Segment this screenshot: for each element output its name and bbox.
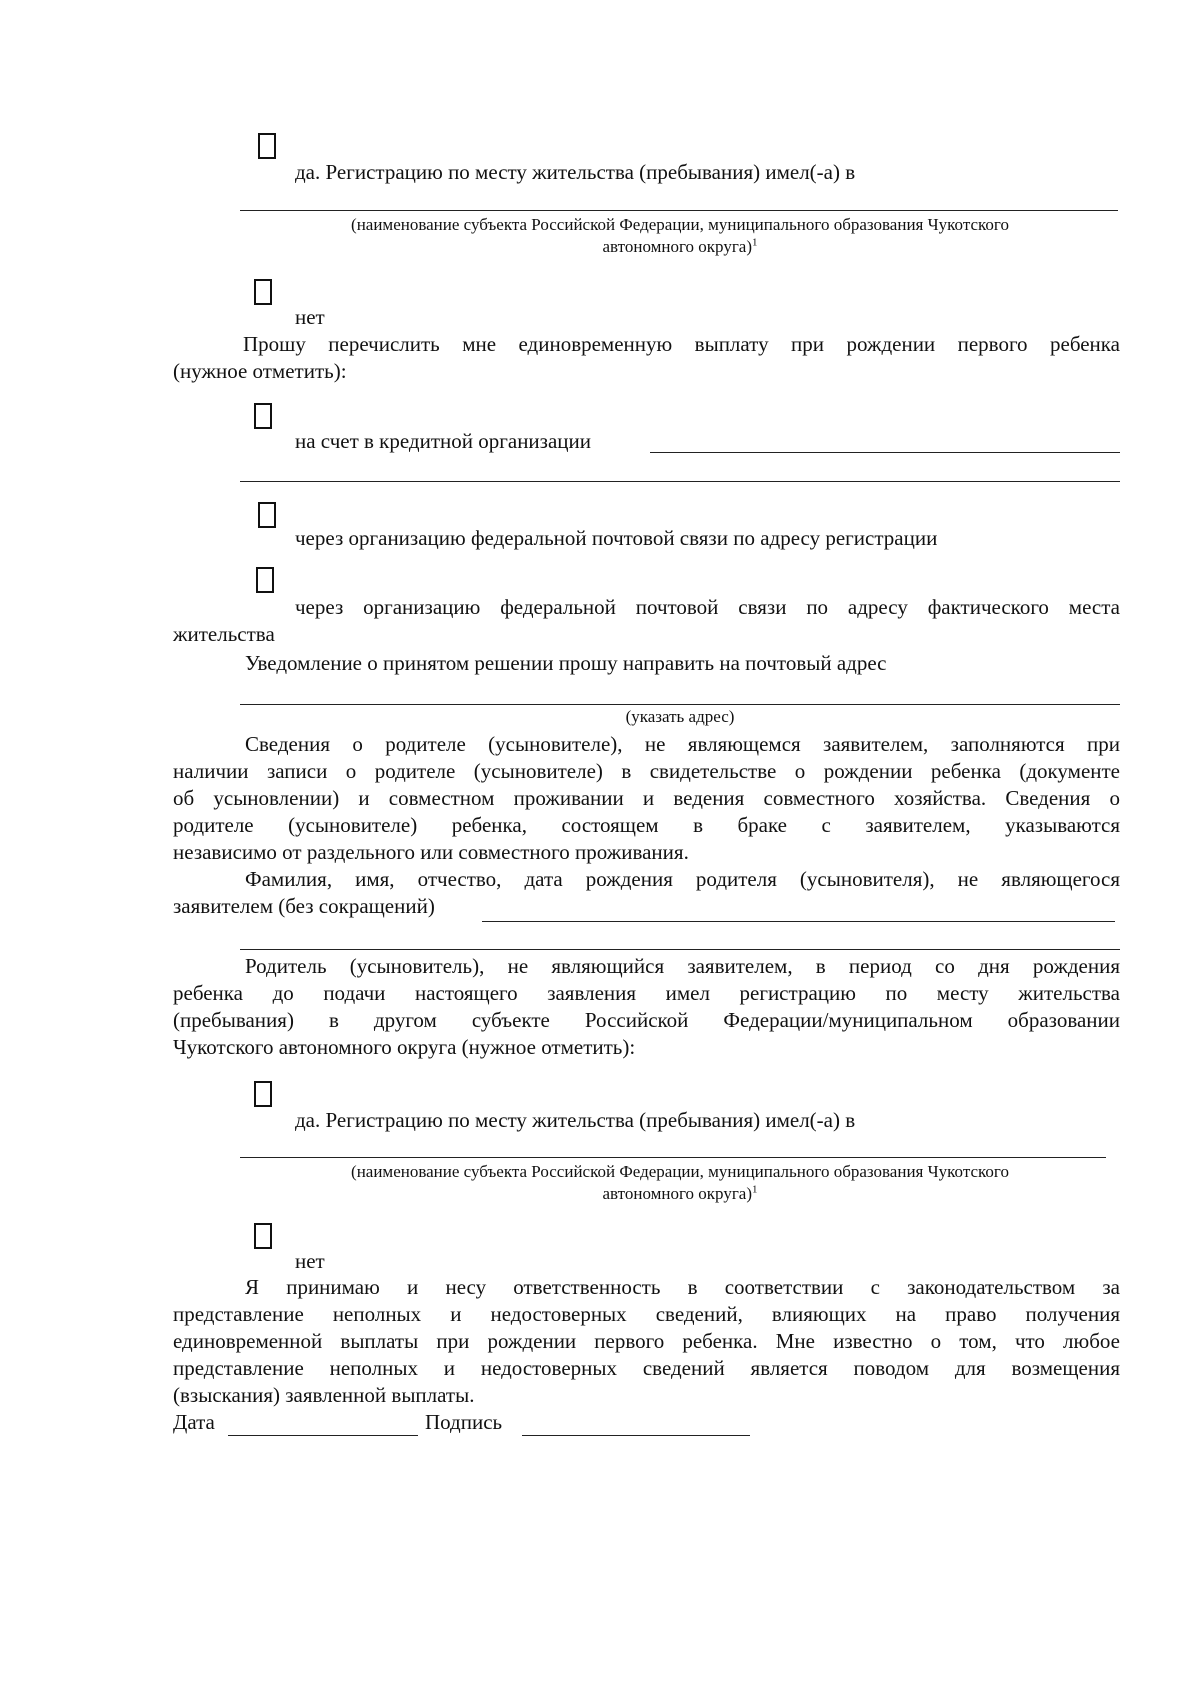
- registration-place-field[interactable]: [240, 210, 1118, 211]
- bank-name-field[interactable]: [650, 452, 1120, 453]
- option-post-registration-label: через организацию федеральной почтовой связи по адресу регистрации: [295, 526, 938, 550]
- checkbox-parent-registration-no[interactable]: [254, 1223, 272, 1249]
- parent-name-field[interactable]: [482, 921, 1115, 922]
- signature-label: Подпись: [425, 1410, 503, 1434]
- registration-caption-line2: автономного округа)$^1$: [602, 236, 758, 256]
- checkbox-bank-account[interactable]: [254, 403, 272, 429]
- parent-registration-place-field[interactable]: [240, 1157, 1106, 1158]
- signature-field[interactable]: [522, 1435, 750, 1436]
- date-label: Дата: [173, 1410, 215, 1434]
- parent-registration-caption-line2: автономного округа)$^1$: [602, 1183, 758, 1203]
- registration-caption-line1: (наименование субъекта Российской Федерации, муниципального образования Чукотского: [351, 215, 1009, 234]
- option-registration-yes-label: да. Регистрацию по месту жительства (пребывания) имел(-а) в: [295, 160, 856, 184]
- checkbox-registration-yes[interactable]: [258, 133, 276, 159]
- option-parent-registration-yes-label: да. Регистрацию по месту жительства (пребывания) имел(-а) в: [295, 1108, 856, 1132]
- bank-details-field[interactable]: [240, 481, 1120, 482]
- option-parent-registration-no-label: нет: [295, 1249, 325, 1273]
- option-post-actual-label: через организацию федеральной почтовой связи по адресу фактического места жительства: [173, 595, 1120, 646]
- date-field[interactable]: [228, 1435, 418, 1436]
- option-registration-no-label: нет: [295, 305, 325, 329]
- parent-info-paragraph: Сведения о родителе (усыновителе), не являющемся заявителем, заполняются при наличии записи о родителе (усыновителе) в свидетельстве о рождении ребенка (документе об усыновлении) и совместном проживании и ведения совместного хозяйства. Сведения о родителе (усыновителе) ребенка, состоящем в браке с заявителем, указываются независимо от раздельного или совместного проживания. Фамилия, имя, отчество, дата рождения родителя (усыновителя), не являющегося: [173, 732, 1120, 891]
- parent-name-label: заявителем (без сокращений): [173, 894, 435, 918]
- notice-text: Уведомление о принятом решении прошу направить на почтовый адрес: [245, 651, 887, 675]
- parent-name-field-line2[interactable]: [240, 949, 1120, 950]
- postal-address-caption: (указать адрес): [625, 707, 735, 726]
- parent-registration-paragraph: Родитель (усыновитель), не являющийся заявителем, в период со дня рождения ребенка до подачи настоящего заявления имел регистрацию по месту жительства (пребывания) в другом субъекте Российской Федерации/муниципальном образовании Чукотского автономного округа (нужное отметить):: [173, 954, 1120, 1059]
- checkbox-registration-no[interactable]: [254, 279, 272, 305]
- parent-registration-caption-line1: (наименование субъекта Российской Федерации, муниципального образования Чукотского: [351, 1162, 1009, 1181]
- checkbox-parent-registration-yes[interactable]: [254, 1081, 272, 1107]
- postal-address-field[interactable]: [240, 704, 1120, 705]
- checkbox-post-registration[interactable]: [258, 502, 276, 528]
- checkbox-post-actual[interactable]: [256, 567, 274, 593]
- option-bank-account-label: на счет в кредитной организации: [295, 429, 591, 453]
- payment-intro: Прошу перечислить мне единовременную выплату при рождении первого ребенка (нужное отметить):: [173, 332, 1120, 383]
- responsibility-paragraph: Я принимаю и несу ответственность в соответствии с законодательством за представление неполных и недостоверных сведений, влияющих на право получения единовременной выплаты при рождении первого ребенка. Мне известно о том, что любое представление неполных и недостоверных сведений является поводом для возмещения (взыскания) заявленной выплаты.: [173, 1275, 1120, 1407]
